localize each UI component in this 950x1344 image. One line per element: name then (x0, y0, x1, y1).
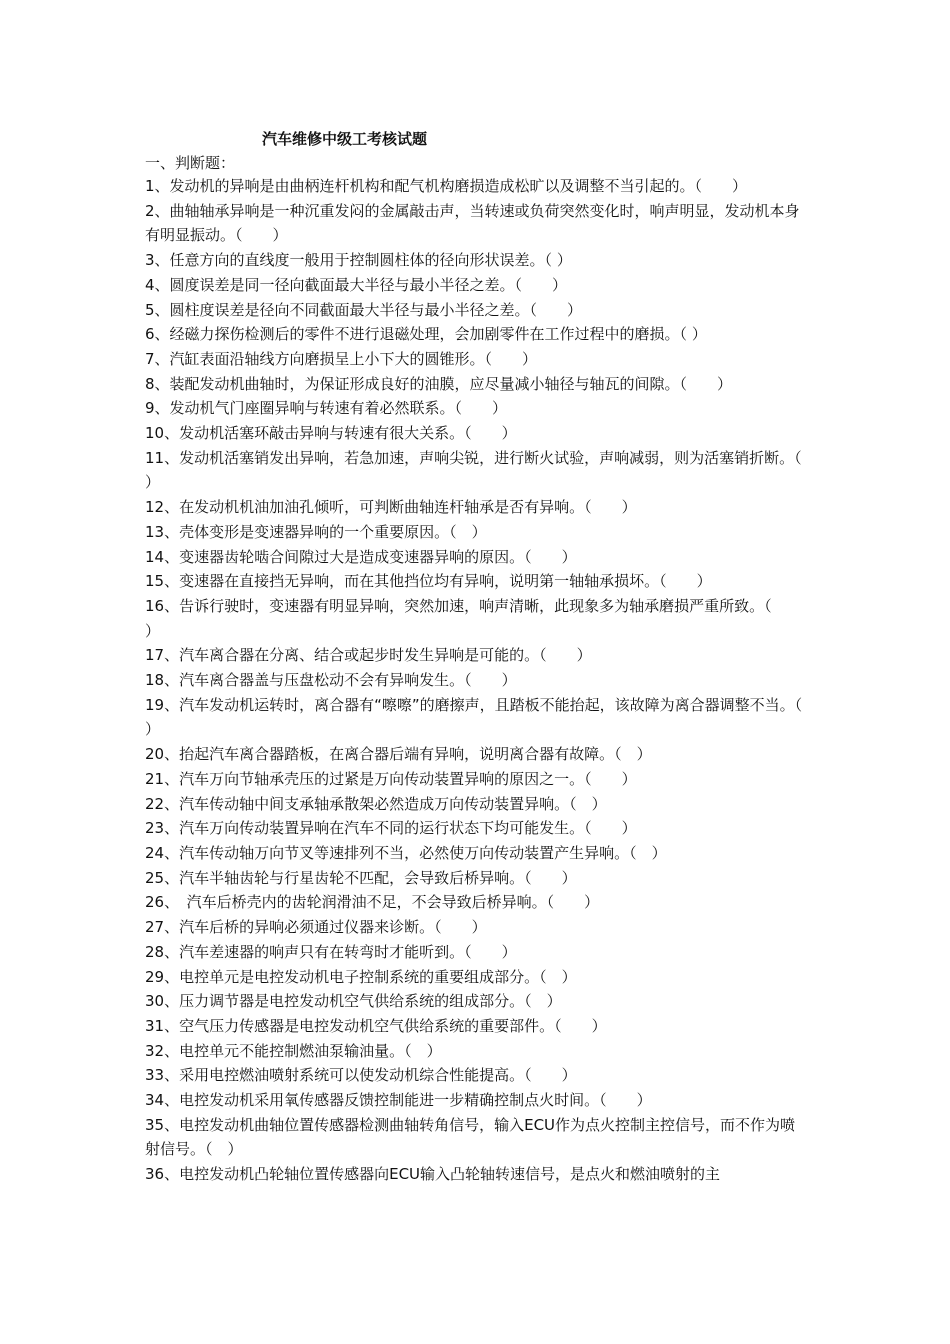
question-item: 10、发动机活塞环敲击异响与转速有很大关系。（ ） (145, 424, 517, 443)
question-item: 16、告诉行驶时，变速器有明显异响，突然加速，响声清晰，此现象多为轴承磨损严重所致。（ ） (145, 596, 802, 640)
question-item: 28、汽车差速器的响声只有在转弯时才能听到。（ ） (145, 942, 517, 961)
question-item: 22、汽车传动轴中间支承轴承散架必然造成万向传动装置异响。（ ） (145, 794, 607, 813)
question-item: 1、发动机的异响是由曲柄连杆机构和配气机构磨损造成松旷以及调整不当引起的。（ ） (145, 177, 748, 195)
question-item: 26、 汽车后桥壳内的齿轮润滑油不足，不会导致后桥异响。（ ） (145, 893, 600, 912)
question-item: 6、经磁力探伤检测后的零件不进行退磁处理，会加剧零件在工作过程中的磨损。（ ） (145, 325, 707, 344)
question-item: 34、电控发动机采用氧传感器反馈控制能进一步精确控制点火时间。（ ） (145, 1091, 652, 1110)
question-item: 5、圆柱度误差是径向不同截面最大半径与最小半径之差。（ ） (145, 300, 583, 319)
question-item: 35、电控发动机曲轴位置传感器检测曲轴转角信号，输入ECU作为点火控制主控信号，而不作为喷射信号。（ ） (145, 1115, 796, 1159)
question-item: 20、抬起汽车离合器踏板，在离合器后端有异响，说明离合器有故障。（ ） (145, 745, 652, 764)
section-heading: 一、判断题： (145, 154, 236, 172)
question-item: 4、圆度误差是同一径向截面最大半径与最小半径之差。（ ） (145, 275, 568, 294)
question-item: 12、在发动机机油加油孔倾听，可判断曲轴连杆轴承是否有异响。（ ） (145, 498, 637, 517)
question-item: 15、变速器在直接挡无异响，而在其他挡位均有异响，说明第一轴轴承损坏。（ ） (145, 572, 712, 591)
question-item: 3、任意方向的直线度一般用于控制圆柱体的径向形状误差。（ ） (145, 251, 572, 270)
question-item: 9、发动机气门座圈异响与转速有着必然联系。（ ） (145, 399, 508, 418)
question-item: 29、电控单元是电控发动机电子控制系统的重要组成部分。（ ） (145, 967, 577, 986)
question-list (145, 174, 833, 1187)
question-item: 21、汽车万向节轴承壳压的过紧是万向传动装置异响的原因之一。（ ） (145, 769, 637, 788)
question-item: 27、汽车后桥的异响必须通过仪器来诊断。（ ） (145, 918, 487, 937)
question-item: 2、曲轴轴承异响是一种沉重发闷的金属敲击声，当转速或负荷突然变化时，响声明显，发动机本身有明显振动。（ ） (145, 201, 800, 245)
document-title: 汽车维修中级工考核试题 (262, 130, 428, 148)
question-item: 25、汽车半轴齿轮与行星齿轮不匹配，会导致后桥异响。（ ） (145, 868, 577, 887)
question-item: 32、电控单元不能控制燃油泵输油量。（ ） (145, 1041, 442, 1060)
question-item: 7、汽缸表面沿轴线方向磨损呈上小下大的圆锥形。（ ） (145, 349, 538, 368)
question-item: 14、变速器齿轮啮合间隙过大是造成变速器异响的原因。（ ） (145, 547, 577, 566)
question-item: 11、发动机活塞销发出异响，若急加速，声响尖锐，进行断火试验，声响减弱，则为活塞销折断。（ ） (145, 448, 832, 492)
question-item: 18、汽车离合器盖与压盘松动不会有异响发生。（ ） (145, 671, 517, 690)
question-item: 33、采用电控燃油喷射系统可以使发动机综合性能提高。（ ） (145, 1066, 577, 1085)
question-item: 30、压力调节器是电控发动机空气供给系统的组成部分。（ ） (145, 992, 562, 1011)
question-item: 24、汽车传动轴万向节叉等速排列不当，必然使万向传动装置产生异响。（ ） (145, 843, 667, 862)
question-item: 19、汽车发动机运转时，离合器有“嚓嚓”的磨擦声，且踏板不能抬起，该故障为离合器调整不当。（ ） (145, 695, 833, 739)
question-item: 36、电控发动机凸轮轴位置传感器向ECU输入凸轮轴转速信号，是点火和燃油喷射的主 (145, 1165, 721, 1184)
question-item: 13、壳体变形是变速器异响的一个重要原因。（ ） (145, 522, 487, 541)
question-item: 17、汽车离合器在分离、结合或起步时发生异响是可能的。（ ） (145, 646, 592, 665)
question-item: 8、装配发动机曲轴时，为保证形成良好的油膜，应尽量减小轴径与轴瓦的间隙。（ ） (145, 374, 733, 393)
question-item: 23、汽车万向传动装置异响在汽车不同的运行状态下均可能发生。（ ） (145, 819, 637, 838)
question-item: 31、空气压力传感器是电控发动机空气供给系统的重要部件。（ ） (145, 1016, 607, 1035)
